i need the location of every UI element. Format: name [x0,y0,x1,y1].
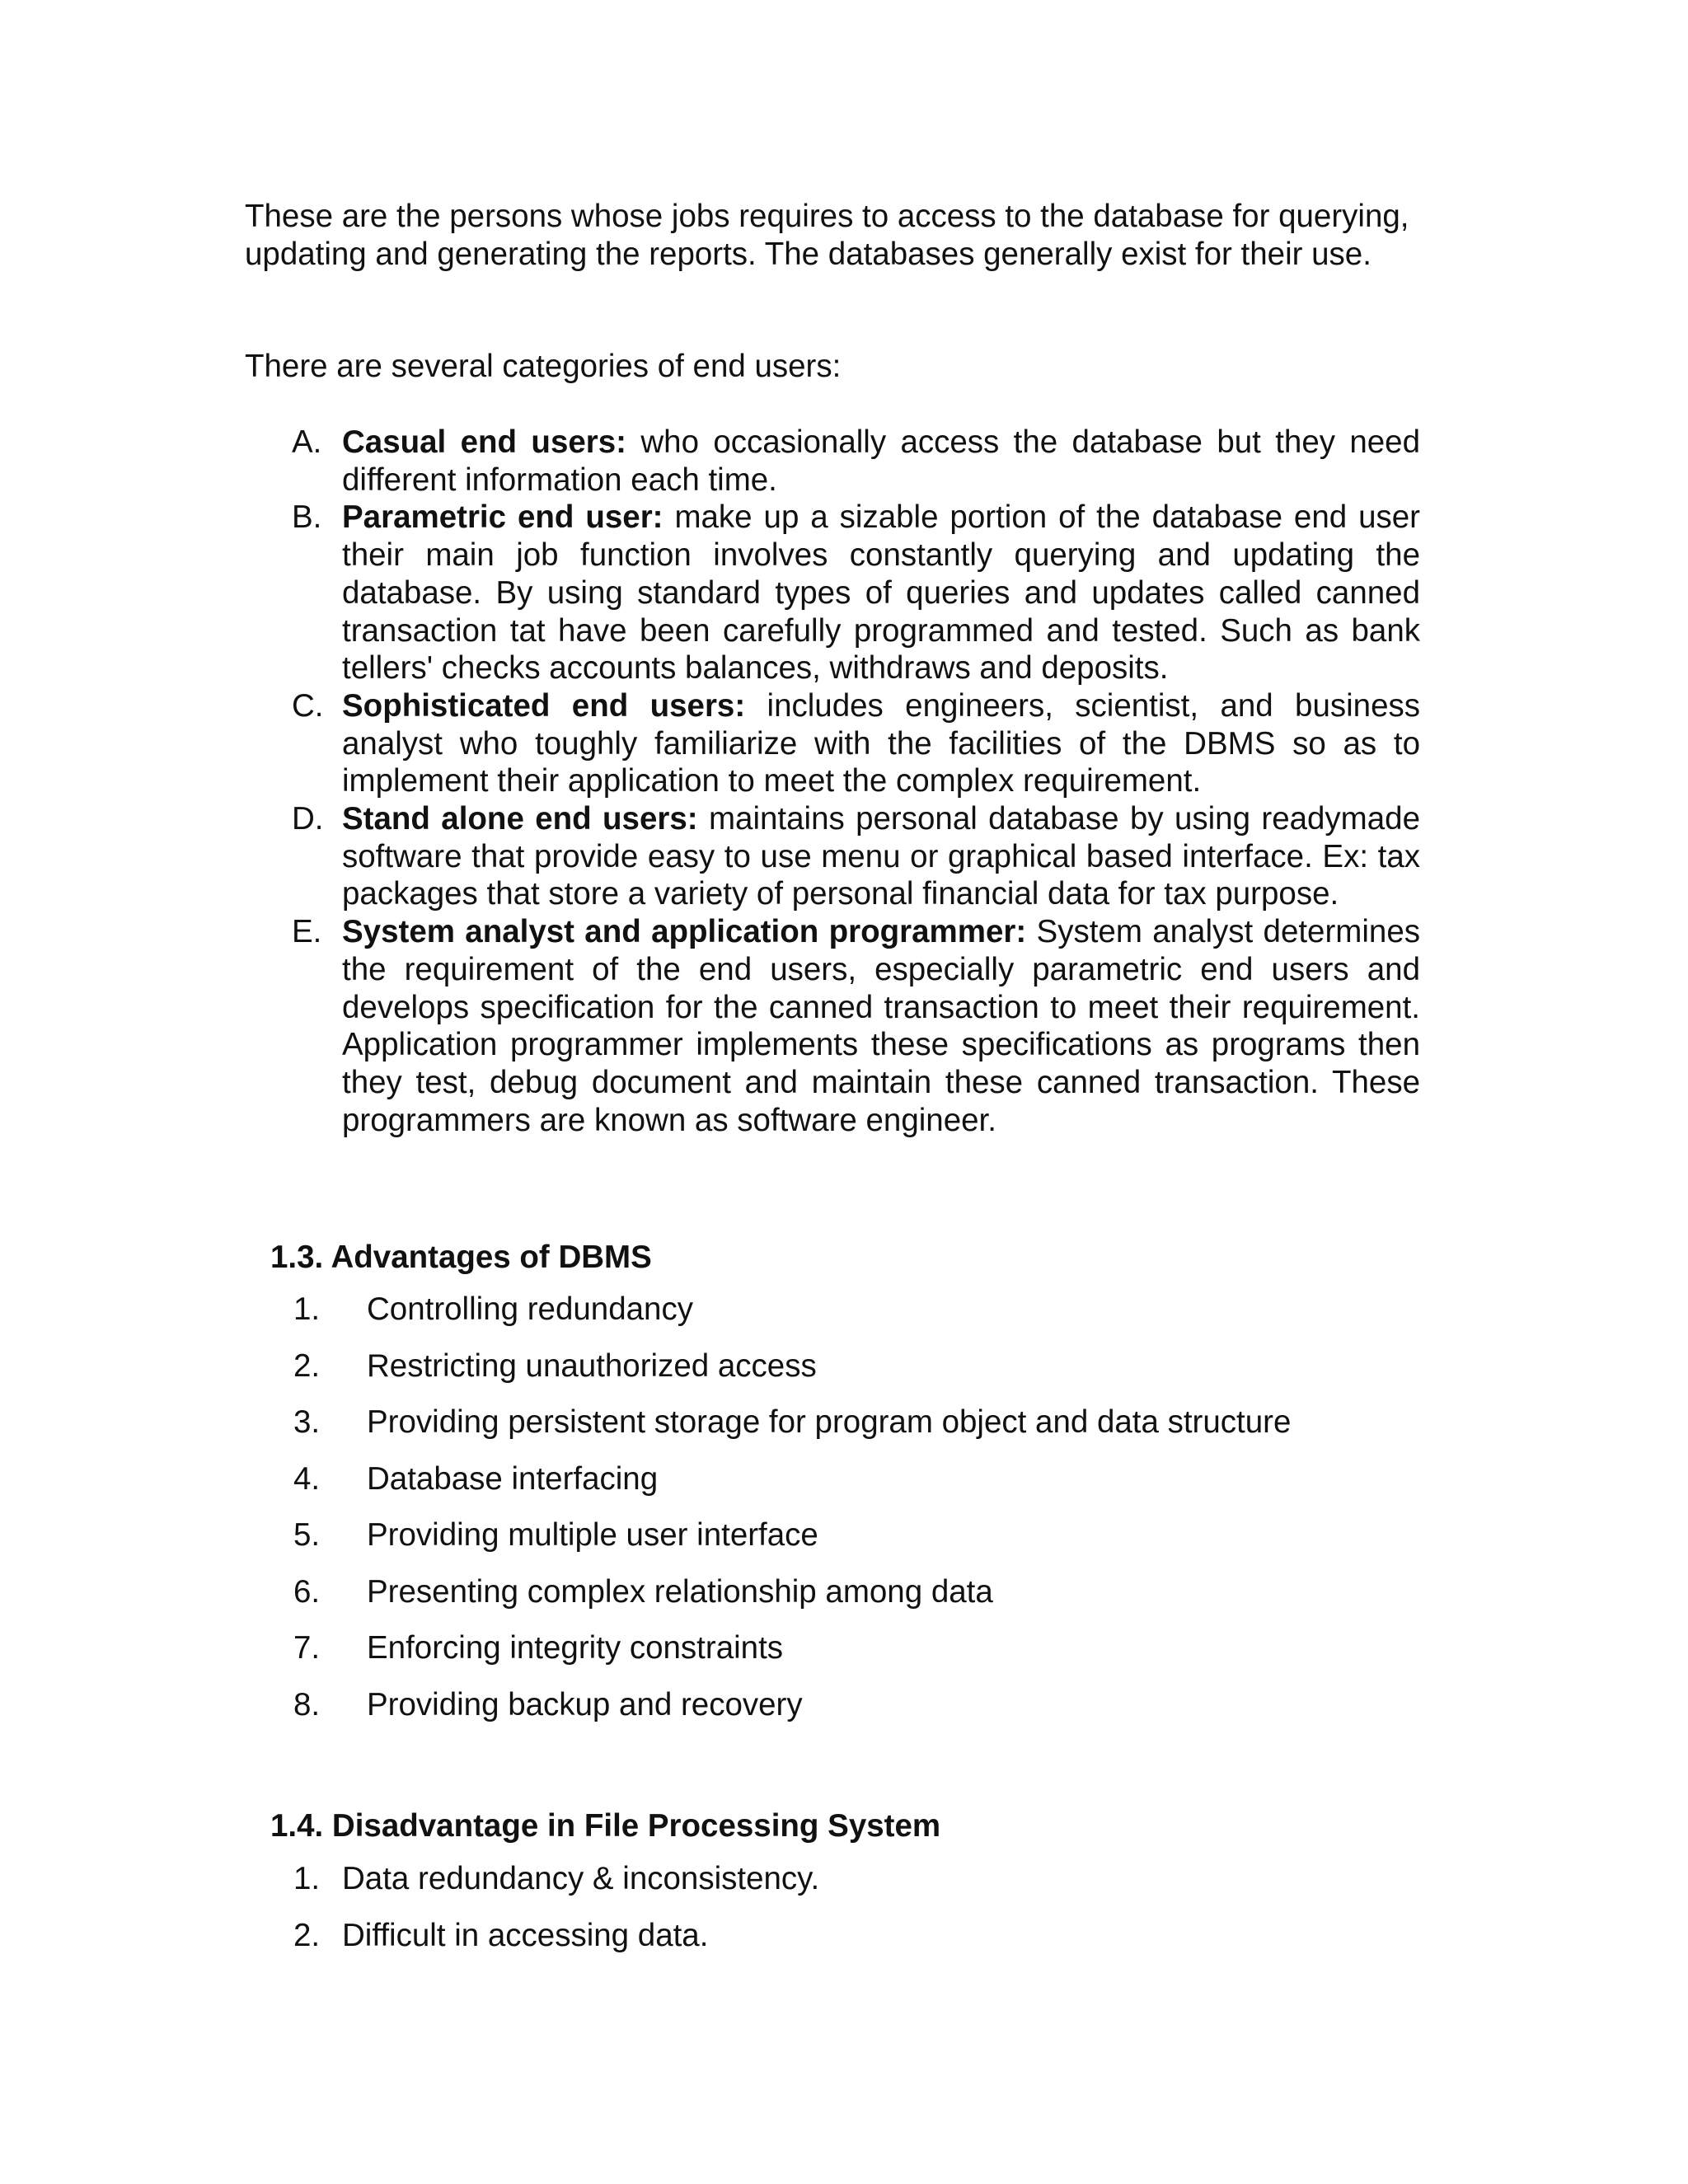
list-number: 2. [293,1917,321,1953]
list-item [245,1291,1291,1347]
list-number: 3. [293,1404,321,1440]
categories-lead: There are several categories of end users: [245,349,842,384]
advantages-heading: 1.3. Advantages of DBMS [270,1240,652,1275]
list-item-text: Enforcing integrity constraints [367,1630,784,1666]
category-term: Stand alone end users: [342,801,698,837]
list-number: 5. [293,1517,321,1553]
list-marker: D. [292,801,324,837]
list-item [245,424,1420,499]
list-marker: B. [292,499,322,536]
list-item-text: Restricting unauthorized access [367,1347,817,1384]
list-number: 1. [293,1291,321,1327]
disadvantages-list [245,1860,819,1973]
list-number: 2. [293,1347,321,1384]
end-user-categories-list [245,424,1420,1139]
list-item [245,1347,1291,1404]
category-description: System analyst determines the requirement of the end users, especially parametric end users and develops specification for the canned transaction to meet their requirement. Application programmer implements these specifications as programs then they test, debug document and maintain these canned transaction. These programmers are known as software engineer. [342,914,1420,1138]
category-description: who occasionally access the database but they need different information each time. [342,424,1420,498]
category-term: Casual end users: [342,424,626,460]
list-item-text: Controlling redundancy [367,1291,693,1327]
list-item [245,913,1420,1139]
category-term: Parametric end user: [342,499,663,536]
list-number: 8. [293,1686,321,1722]
list-item-text: Providing persistent storage for program object and data structure [367,1404,1292,1440]
list-number: 1. [293,1861,321,1896]
advantages-list [245,1291,1291,1742]
category-term: Sophisticated end users: [342,687,746,724]
list-item [245,1686,1291,1743]
category-description: includes engineers, scientist, and business analyst who toughly familiarize with the facilities of the DBMS so as to implement their application to meet the complex requirement. [342,687,1420,799]
list-item [245,1404,1291,1460]
list-item [245,1460,1291,1517]
list-marker: A. [292,424,322,460]
list-item-text: Database interfacing [367,1460,659,1497]
list-item [245,687,1420,800]
list-number: 7. [293,1630,321,1666]
list-number: 6. [293,1573,321,1610]
list-item [245,800,1420,913]
list-item-text: Providing multiple user interface [367,1517,818,1553]
list-item [245,499,1420,687]
list-item [245,1917,819,1974]
disadvantages-heading: 1.4. Disadvantage in File Processing System [270,1808,941,1844]
list-marker: E. [292,914,322,950]
category-description: make up a sizable portion of the database end user their main job function involves constantly querying and updating the database. By using standard types of queries and updates called canned transaction tat have been carefully programmed and tested. Such as bank tellers' checks accounts balances, withdraws and deposits. [342,499,1420,687]
list-item-text: Presenting complex relationship among data [367,1573,993,1610]
list-marker: C. [292,687,324,724]
list-item-text: Difficult in accessing data. [342,1917,709,1953]
list-item-text: Providing backup and recovery [367,1686,803,1722]
category-term: System analyst and application programmer: [342,914,1027,950]
list-item [245,1629,1291,1686]
list-item [245,1516,1291,1573]
list-item-text: Data redundancy & inconsistency. [342,1861,820,1896]
category-description: maintains personal database by using readymade software that provide easy to use menu or graphical based interface. Ex: tax packages that store a variety of personal financial data for tax purpose. [342,801,1420,912]
list-number: 4. [293,1460,321,1497]
list-item [245,1573,1291,1630]
list-item [245,1860,819,1917]
intro-paragraph: These are the persons whose jobs requires to access to the database for querying, updating and generating the reports. The databases generally exist for their use. [245,199,1409,272]
